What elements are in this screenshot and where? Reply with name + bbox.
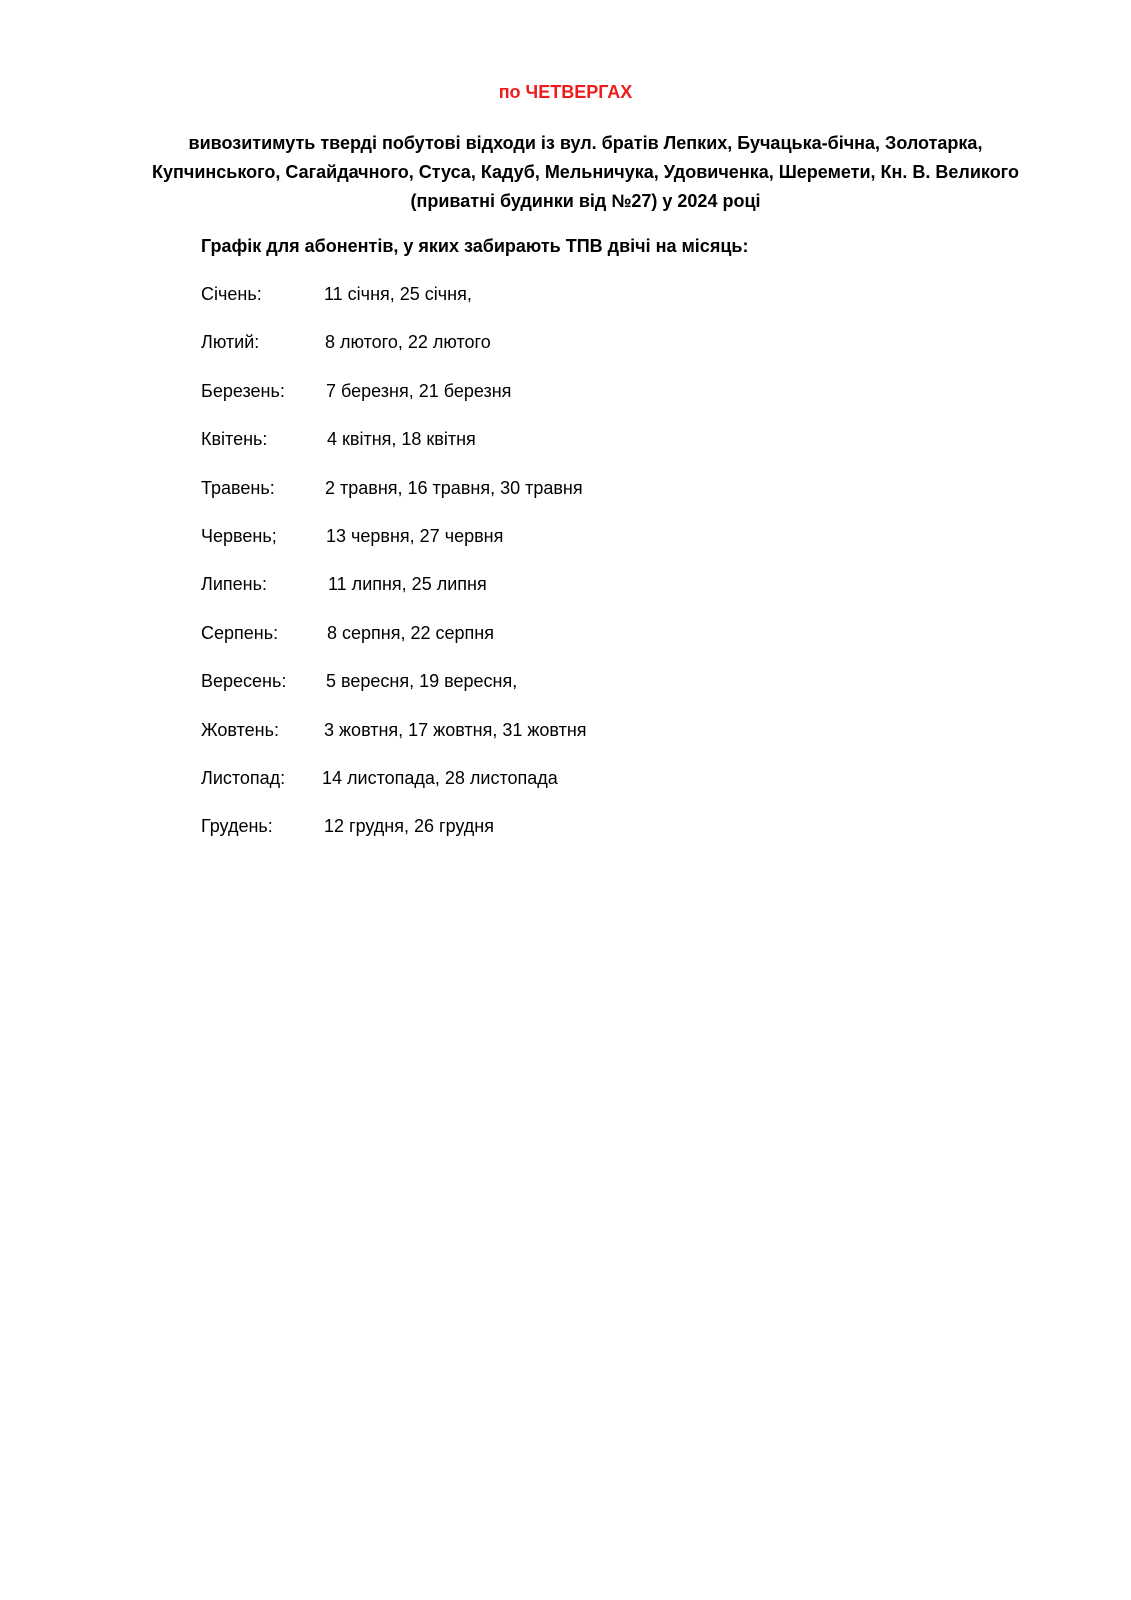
schedule-row-august xyxy=(201,623,901,671)
pickup-dates: 4 квітня, 18 квітня xyxy=(327,429,476,450)
schedule-row-april xyxy=(201,429,901,477)
month-label: Листопад: xyxy=(201,767,286,788)
pickup-dates: 5 вересня, 19 вересня, xyxy=(326,671,518,692)
schedule-row-september xyxy=(201,671,901,719)
schedule-row-june xyxy=(201,526,901,574)
subtitle-line: вивозитимуть тверді побутові відходи із вул. братів Лепких, Бучацька-бічна, Золотарка, xyxy=(188,133,983,153)
schedule-row-december xyxy=(201,816,901,864)
month-label: Січень: xyxy=(201,284,262,304)
month-label: Грудень: xyxy=(201,816,273,837)
schedule-row-february xyxy=(201,332,901,380)
schedule-title: Графік для абонентів, у яких забирають ТПВ двічі на місяць: xyxy=(201,236,749,256)
pickup-dates: 2 травня, 16 травня, 30 травня xyxy=(325,477,583,498)
month-label: Жовтень: xyxy=(201,719,279,740)
month-label: Липень: xyxy=(201,574,267,595)
heading-thursdays: по ЧЕТВЕРГАХ xyxy=(498,82,633,102)
pickup-dates: 3 жовтня, 17 жовтня, 31 жовтня xyxy=(324,719,587,740)
pickup-dates: 12 грудня, 26 грудня xyxy=(324,816,494,837)
schedule-row-november xyxy=(201,768,901,816)
schedule-row-july xyxy=(201,574,901,622)
schedule-row-october xyxy=(201,720,901,768)
subtitle-line: (приватні будинки від №27) у 2024 році xyxy=(410,191,761,211)
subtitle-streets xyxy=(115,129,1056,216)
month-label: Серпень: xyxy=(201,622,279,643)
month-label: Червень; xyxy=(201,525,277,546)
pickup-dates: 14 листопада, 28 листопада xyxy=(322,767,558,788)
schedule-list xyxy=(201,284,901,865)
month-label: Березень: xyxy=(201,380,285,401)
pickup-dates: 11 липня, 25 липня xyxy=(328,574,487,595)
pickup-dates: 11 січня, 25 січня, xyxy=(324,284,472,304)
pickup-dates: 8 серпня, 22 серпня xyxy=(327,622,494,643)
month-label: Квітень: xyxy=(201,429,268,450)
pickup-dates: 8 лютого, 22 лютого xyxy=(325,332,491,353)
schedule-row-may xyxy=(201,478,901,526)
subtitle-line: Купчинського, Сагайдачного, Стуса, Кадуб, Мельничука, Удовиченка, Шеремети, Кн. В. Великого xyxy=(152,162,1019,182)
schedule-row-january xyxy=(201,284,901,332)
month-label: Травень: xyxy=(201,477,275,498)
pickup-dates: 7 березня, 21 березня xyxy=(326,380,512,401)
pickup-dates: 13 червня, 27 червня xyxy=(326,525,504,546)
schedule-row-march xyxy=(201,381,901,429)
month-label: Лютий: xyxy=(201,332,260,353)
month-label: Вересень: xyxy=(201,671,287,692)
